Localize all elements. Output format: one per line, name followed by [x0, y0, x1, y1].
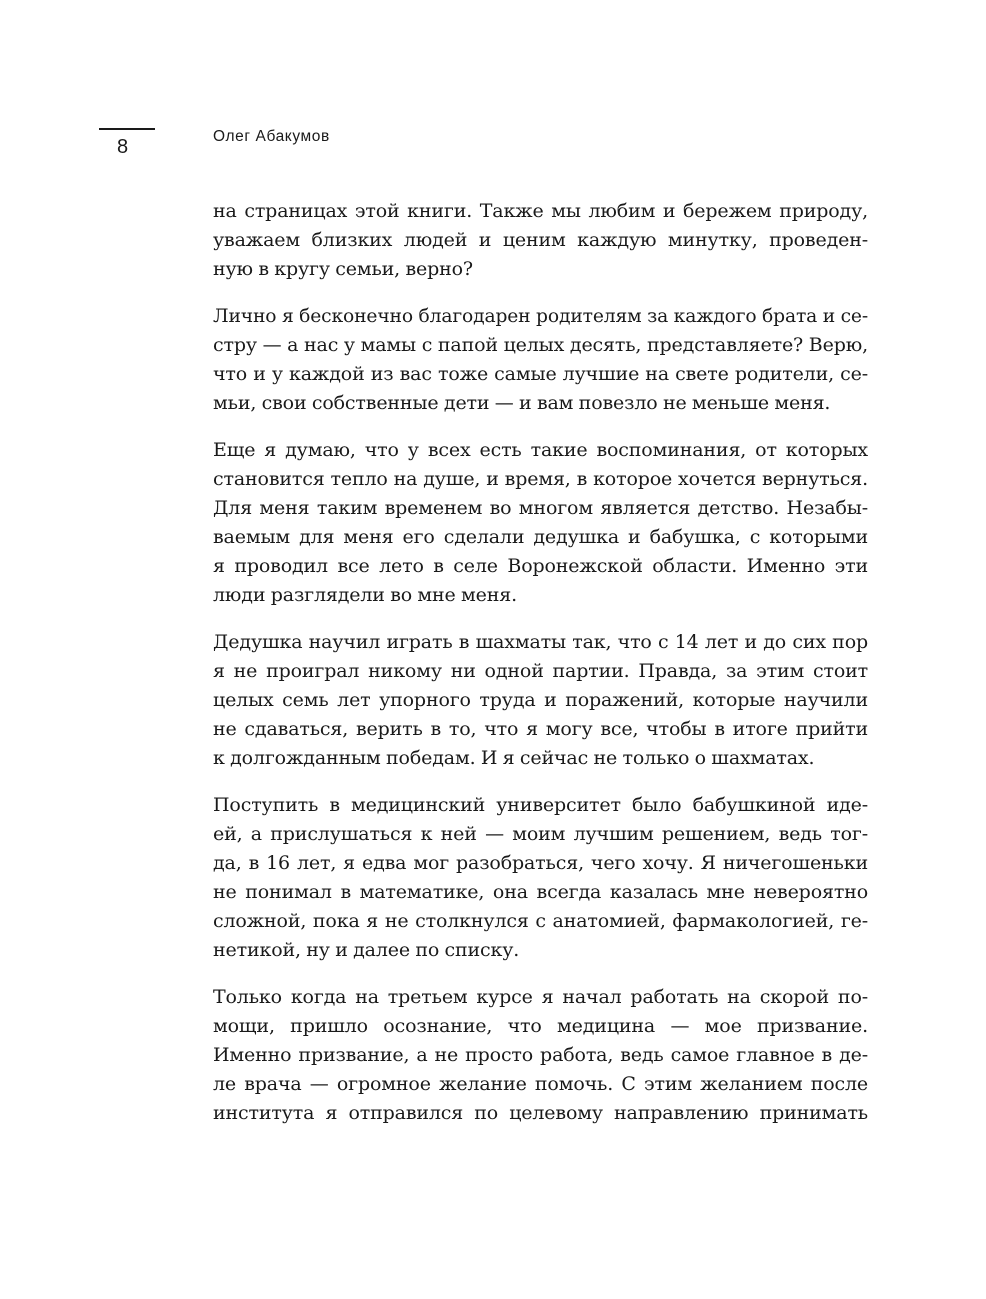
text-line: Поступить в медицинский университет было бабушкиной иде-: [213, 794, 868, 816]
text-line: я проводил все лето в селе Воронежской области. Именно эти: [213, 555, 868, 577]
paragraph-5: [213, 791, 868, 965]
text-line: мьи, свои собственные дети — и вам повезло не меньше меня.: [213, 392, 831, 414]
page-number: 8: [117, 136, 129, 158]
text-line: Еще я думаю, что у всех есть такие воспоминания, от которых: [213, 439, 868, 461]
text-line: мощи, пришло осознание, что медицина — мое призвание.: [213, 1015, 868, 1037]
text-line: Лично я бесконечно благодарен родителям за каждого брата и се-: [213, 306, 868, 327]
text-line: ей, а прислушаться к ней — моим лучшим решением, ведь тог-: [213, 823, 868, 845]
text-line: что и у каждой из вас тоже самые лучшие на свете родители, се-: [213, 363, 868, 385]
text-line: не сдаваться, верить в то, что я могу все, чтобы в итоге прийти: [213, 718, 868, 740]
text-line: ваемым для меня его сделали дедушка и бабушка, с которыми: [213, 526, 868, 548]
paragraph-3: [213, 436, 868, 610]
text-line: института я отправился по целевому направлению принимать: [213, 1102, 868, 1124]
paragraph-1: [213, 197, 868, 284]
running-head-author: Олег Абакумов: [213, 128, 330, 145]
text-line: становится тепло на душе, и время, в которое хочется вернуться.: [213, 468, 868, 490]
text-line: не понимал в математике, она всегда казалась мне невероятно: [213, 881, 868, 903]
body-text: [213, 197, 868, 1146]
text-line: нетикой, ну и далее по списку.: [213, 939, 520, 961]
text-line: на страницах этой книги. Также мы любим и бережем природу,: [213, 200, 868, 222]
text-line: уважаем близких людей и ценим каждую минутку, проведен-: [213, 229, 868, 251]
text-line: Только когда на третьем курсе я начал работать на скорой по-: [213, 986, 868, 1008]
text-line: к долгожданным победам. И я сейчас не только о шахматах.: [213, 747, 815, 769]
text-line: Дедушка научил играть в шахматы так, что с 14 лет и до сих пор: [213, 631, 868, 653]
text-line: ную в кругу семьи, верно?: [213, 258, 473, 280]
text-line: Именно призвание, а не просто работа, ведь самое главное в де-: [213, 1044, 868, 1066]
text-line: стру — а нас у мамы с папой целых десять, представляете? Верю,: [213, 334, 868, 356]
paragraph-6: [213, 983, 868, 1128]
text-line: сложной, пока я не столкнулся с анатомией, фармакологией, ге-: [213, 910, 868, 932]
page-number-rule: [99, 128, 155, 130]
paragraph-2: [213, 302, 868, 418]
text-line: я не проиграл никому ни одной партии. Правда, за этим стоит: [213, 660, 868, 682]
text-line: целых семь лет упорного труда и поражений, которые научили: [213, 689, 868, 711]
text-line: Для меня таким временем во многом является детство. Незабы-: [213, 497, 868, 519]
text-line: ле врача — огромное желание помочь. С этим желанием после: [213, 1073, 868, 1095]
text-line: люди разглядели во мне меня.: [213, 584, 518, 606]
text-line: да, в 16 лет, я едва мог разобраться, чего хочу. Я ничегошеньки: [213, 852, 868, 874]
paragraph-4: [213, 628, 868, 773]
